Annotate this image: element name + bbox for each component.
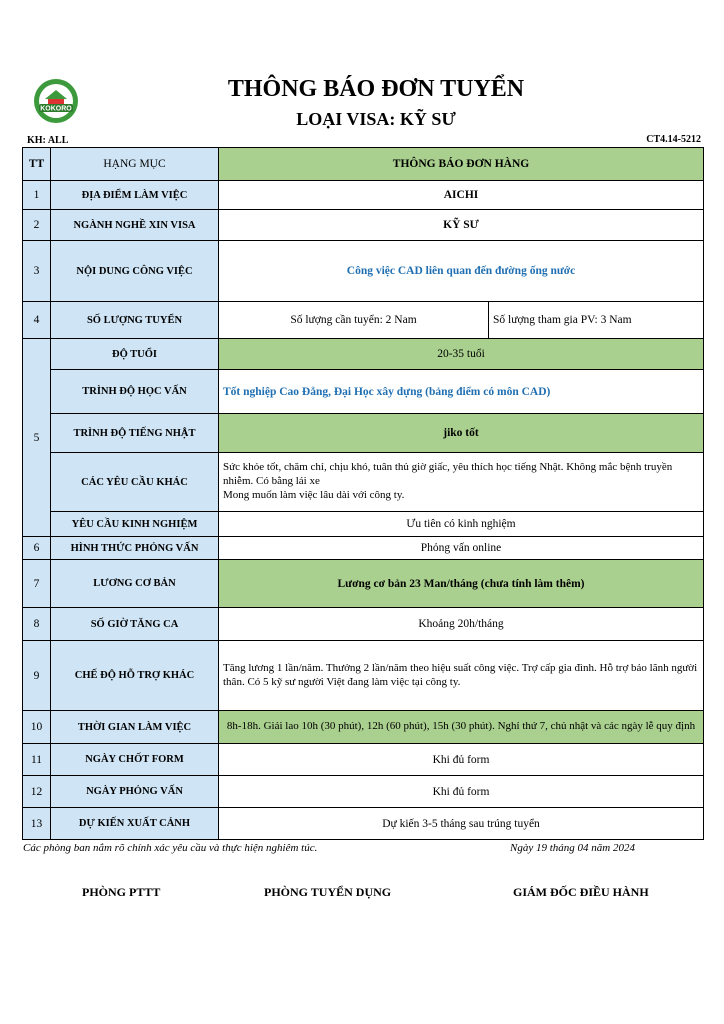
row-label: HÌNH THỨC PHỎNG VẤN [51,537,219,560]
signature-recruitment: PHÒNG TUYỂN DỤNG [264,885,392,899]
header-info: THÔNG BÁO ĐƠN HÀNG [219,148,704,181]
row-value: Khoảng 20h/tháng [219,608,704,641]
row-number: 3 [23,241,51,302]
row-number: 10 [23,711,51,744]
row-value: 20-35 tuổi [219,339,704,370]
row-number: 5 [23,339,51,537]
row-label: DỰ KIẾN XUẤT CẢNH [51,808,219,840]
table-row [23,808,704,840]
table-row [23,181,704,210]
table-row [23,512,704,537]
table-row [23,210,704,241]
row-number: 7 [23,560,51,608]
document-title: THÔNG BÁO ĐƠN TUYỂN [227,76,525,102]
row-value: Phỏng vấn online [219,537,704,560]
row-label: ĐỘ TUỔI [51,339,219,370]
row-label: TRÌNH ĐỘ TIẾNG NHẬT [51,414,219,453]
table-row [23,241,704,302]
other-requirements-line: Sức khỏe tốt, chăm chỉ, chịu khó, tuân thủ giờ giấc, yêu thích học tiếng Nhật. Không mắc bệnh truyền nhiễm. Có bằng lái xe [223,461,673,488]
table-header [23,148,704,181]
row-number: 6 [23,537,51,560]
table-row [23,641,704,711]
row-label: CHẾ ĐỘ HỖ TRỢ KHÁC [51,641,219,711]
signature-director: GIÁM ĐỐC ĐIỀU HÀNH [513,885,649,899]
table-row [23,339,704,370]
table-row [23,560,704,608]
row-label: CÁC YÊU CẦU KHÁC [51,453,219,512]
order-code: CT4.14-5212 [646,134,701,145]
row-label: NGÀY CHỐT FORM [51,744,219,776]
order-table [22,147,704,840]
row-label: NỘI DUNG CÔNG VIỆC [51,241,219,302]
row-value: Khi đủ form [219,776,704,808]
row-label: TRÌNH ĐỘ HỌC VẤN [51,370,219,414]
row-label: NGÀY PHỎNG VẤN [51,776,219,808]
row-value: Ưu tiên có kinh nghiệm [219,512,704,537]
row-value: Tốt nghiệp Cao Đẳng, Đại Học xây dựng (bảng điểm có môn CAD) [219,370,704,414]
table-row [23,370,704,414]
table-row [23,744,704,776]
row-value: 8h-18h. Giải lao 10h (30 phút), 12h (60 phút), 15h (30 phút). Nghỉ thứ 7, chủ nhật và các ngày lễ quy định [219,711,704,744]
signature-pttt: PHÒNG PTTT [82,885,161,899]
row-label: ĐỊA ĐIỂM LÀM VIỆC [51,181,219,210]
row-number: 12 [23,776,51,808]
row-value: Lương cơ bản 23 Man/tháng (chưa tính làm thêm) [219,560,704,608]
customer-code: KH: ALL [27,135,69,146]
row-value: Tăng lương 1 lần/năm. Thưởng 2 lần/năm theo hiệu suất công việc. Trợ cấp gia đình. Hỗ trợ bảo lãnh người thân. Có 5 kỹ sư người Việt đang làm việc tại công ty. [219,641,704,711]
table-row [23,453,704,512]
table-row [23,302,704,339]
row-number: 4 [23,302,51,339]
table-row [23,414,704,453]
footer-note: Các phòng ban nắm rõ chính xác yêu cầu và thực hiện nghiêm túc. [23,842,318,854]
row-value: jiko tốt [219,414,704,453]
table-row [23,711,704,744]
footer-date: Ngày 19 tháng 04 năm 2024 [510,842,635,854]
row-value: Công việc CAD liên quan đến đường ống nước [219,241,704,302]
row-label: YÊU CẦU KINH NGHIỆM [51,512,219,537]
row-value: Khi đủ form [219,744,704,776]
other-requirements-line: Mong muốn làm việc lâu dài với công ty. [223,488,405,501]
interview-count: Số lượng tham gia PV: 3 Nam [489,302,704,339]
row-number: 13 [23,808,51,840]
header-item: HẠNG MỤC [51,148,219,181]
table-row [23,608,704,641]
row-number: 9 [23,641,51,711]
recruit-count: Số lượng cần tuyển: 2 Nam [219,302,489,339]
row-value: AICHI [219,181,704,210]
logo-text: KOKORO [40,105,72,113]
row-number: 2 [23,210,51,241]
row-number: 11 [23,744,51,776]
row-label: THỜI GIAN LÀM VIỆC [51,711,219,744]
header-tt: TT [23,148,51,181]
table-row [23,776,704,808]
row-number: 1 [23,181,51,210]
row-number: 8 [23,608,51,641]
row-value [219,453,704,512]
row-value: Dự kiến 3-5 tháng sau trúng tuyển [219,808,704,840]
row-label: LƯƠNG CƠ BẢN [51,560,219,608]
row-value: KỸ SƯ [219,210,704,241]
table-row [23,537,704,560]
row-label: NGÀNH NGHỀ XIN VISA [51,210,219,241]
row-label: SỐ GIỜ TĂNG CA [51,608,219,641]
document-subtitle: LOẠI VISA: KỸ SƯ [296,109,456,129]
row-label: SỐ LƯỢNG TUYỂN [51,302,219,339]
